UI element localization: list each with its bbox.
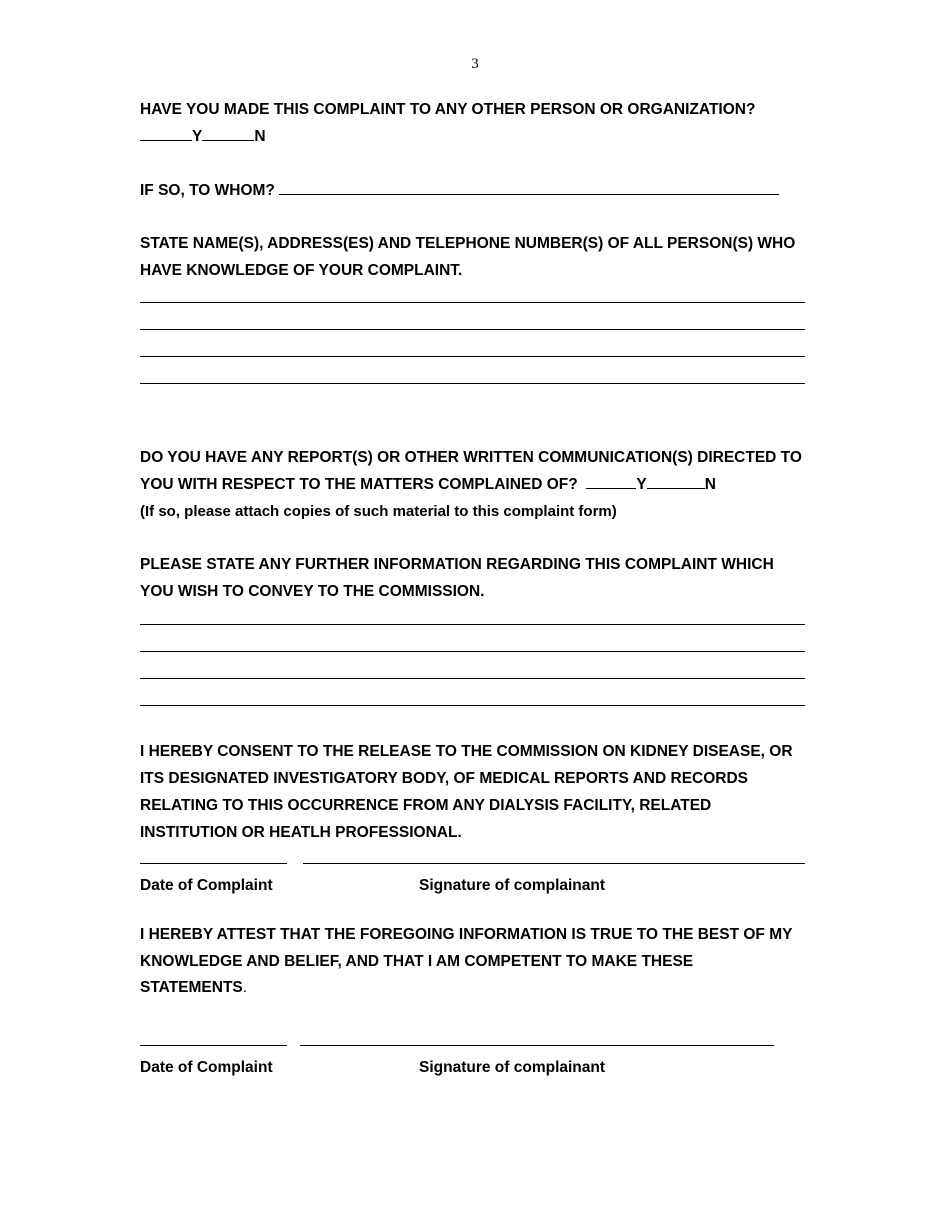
- further-info-question-line1: PLEASE STATE ANY FURTHER INFORMATION REGARDING THIS COMPLAINT WHICH: [140, 556, 774, 573]
- witnesses-answer-line[interactable]: [140, 383, 805, 384]
- attest-line3-text: STATEMENTS: [140, 979, 243, 996]
- to-whom-row: [140, 177, 779, 204]
- date-of-complaint-label-2: Date of Complaint: [140, 1059, 273, 1076]
- to-whom-label: IF SO, TO WHOM?: [140, 182, 275, 199]
- no-blank[interactable]: [647, 475, 705, 489]
- reports-question-text: YOU WITH RESPECT TO THE MATTERS COMPLAINED OF?: [140, 476, 578, 493]
- witnesses-answer-line[interactable]: [140, 356, 805, 357]
- witnesses-answer-line[interactable]: [140, 329, 805, 330]
- further-info-question-line2: YOU WISH TO CONVEY TO THE COMMISSION.: [140, 583, 485, 600]
- reports-question-line1: DO YOU HAVE ANY REPORT(S) OR OTHER WRITTEN COMMUNICATION(S) DIRECTED TO: [140, 449, 802, 466]
- consent-line1: I HEREBY CONSENT TO THE RELEASE TO THE COMMISSION ON KIDNEY DISEASE, OR: [140, 743, 793, 760]
- yes-blank[interactable]: [586, 475, 636, 489]
- no-blank[interactable]: [202, 127, 254, 141]
- attest-line3-period: .: [242, 979, 248, 996]
- witnesses-question-line2: HAVE KNOWLEDGE OF YOUR COMPLAINT.: [140, 262, 463, 279]
- signature-of-complainant-label-1: Signature of complainant: [419, 877, 606, 894]
- yes-label: Y: [192, 128, 203, 145]
- reports-attach-note: (If so, please attach copies of such material to this complaint form): [140, 503, 617, 520]
- no-label: N: [254, 128, 266, 145]
- yes-no-choice-other-organization: [140, 123, 266, 150]
- signature-of-complainant-label-2: Signature of complainant: [419, 1059, 606, 1076]
- attest-line3: [140, 974, 247, 1001]
- no-label: N: [704, 476, 716, 493]
- date-signature-line-2[interactable]: [140, 1045, 287, 1046]
- further-info-answer-line[interactable]: [140, 678, 805, 679]
- reports-question-line2: [140, 471, 716, 498]
- further-info-answer-line[interactable]: [140, 651, 805, 652]
- consent-line3: RELATING TO THIS OCCURRENCE FROM ANY DIALYSIS FACILITY, RELATED: [140, 797, 712, 814]
- question-other-organization: HAVE YOU MADE THIS COMPLAINT TO ANY OTHER PERSON OR ORGANIZATION?: [140, 101, 756, 118]
- date-of-complaint-label-1: Date of Complaint: [140, 877, 273, 894]
- attest-line1: I HEREBY ATTEST THAT THE FOREGOING INFORMATION IS TRUE TO THE BEST OF MY: [140, 926, 793, 943]
- complainant-signature-line-1[interactable]: [303, 863, 805, 864]
- to-whom-field[interactable]: [279, 181, 779, 195]
- yes-label: Y: [636, 476, 647, 493]
- complainant-signature-line-2[interactable]: [300, 1045, 774, 1046]
- further-info-answer-line[interactable]: [140, 624, 805, 625]
- attest-line2: KNOWLEDGE AND BELIEF, AND THAT I AM COMPETENT TO MAKE THESE: [140, 953, 694, 970]
- consent-line2: ITS DESIGNATED INVESTIGATORY BODY, OF MEDICAL REPORTS AND RECORDS: [140, 770, 749, 787]
- page-number: 3: [471, 56, 479, 72]
- yes-blank[interactable]: [140, 127, 192, 141]
- consent-line4: INSTITUTION OR HEATLH PROFESSIONAL.: [140, 824, 462, 841]
- witnesses-answer-line[interactable]: [140, 302, 805, 303]
- date-signature-line-1[interactable]: [140, 863, 287, 864]
- further-info-answer-line[interactable]: [140, 705, 805, 706]
- witnesses-question-line1: STATE NAME(S), ADDRESS(ES) AND TELEPHONE NUMBER(S) OF ALL PERSON(S) WHO: [140, 235, 796, 252]
